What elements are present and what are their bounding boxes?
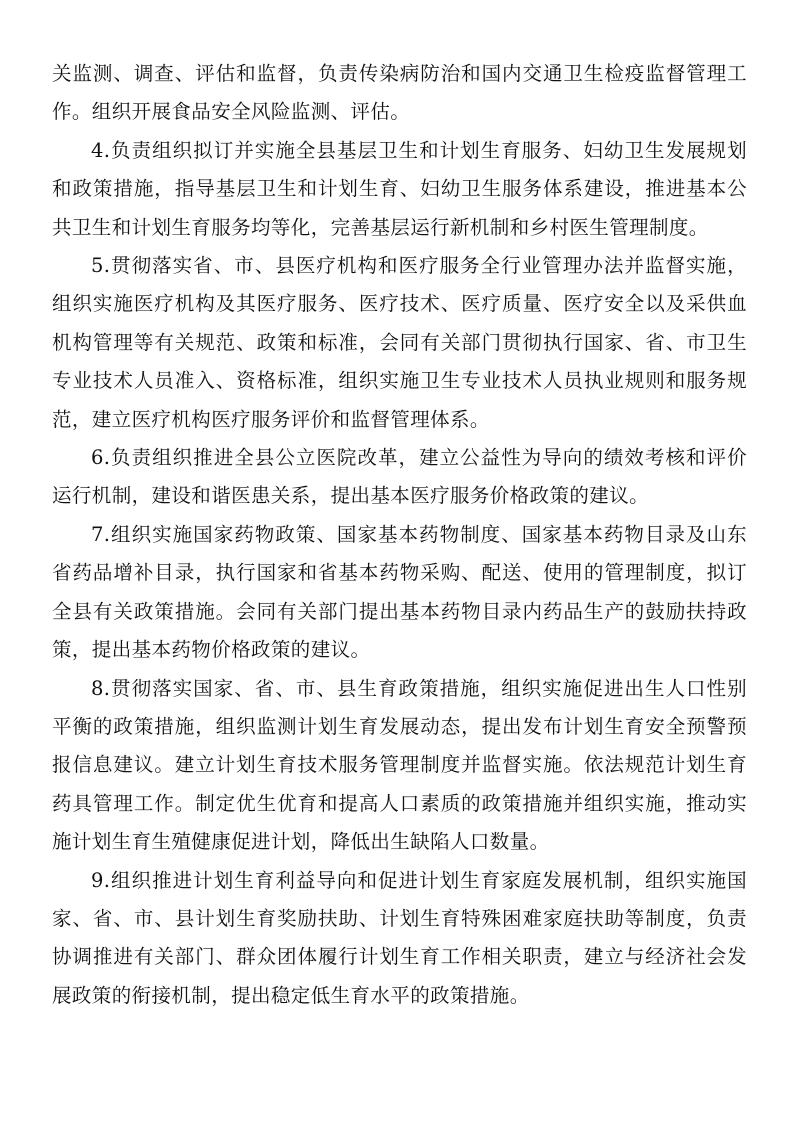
paragraph-item-9: 9.组织推进计划生育利益导向和促进计划生育家庭发展机制，组织实施国家、省、市、县计划生育奖励扶助、计划生育特殊困难家庭扶助等制度，负责协调推进有关部门、群众团体履行计划生育工作相关职责，建立与经济社会发展政策的衔接机制，提出稳定低生育水平的政策措施。 [52, 868, 747, 1007]
paragraph-item-5: 5.贯彻落实省、市、县医疗机构和医疗服务全行业管理办法并监督实施，组织实施医疗机构及其医疗服务、医疗技术、医疗质量、医疗安全以及采供血机构管理等有关规范、政策和标准，会同有关部门贯彻执行国家、省、市卫生专业技术人员准入、资格标准，组织实施卫生专业技术人员执业规则和服务规范，建立医疗机构医疗服务评价和监督管理体系。 [52, 254, 747, 431]
paragraph-item-4: 4.负责组织拟订并实施全县基层卫生和计划生育服务、妇幼卫生发展规划和政策措施，指导基层卫生和计划生育、妇幼卫生服务体系建设，推进基本公共卫生和计划生育服务均等化，完善基层运行新机制和乡村医生管理制度。 [52, 138, 747, 239]
document-page [52, 55, 747, 1015]
paragraph-item-7: 7.组织实施国家药物政策、国家基本药物制度、国家基本药物目录及山东省药品增补目录，执行国家和省基本药物采购、配送、使用的管理制度，拟订全县有关政策措施。会同有关部门提出基本药物目录内药品生产的鼓励扶持政策，提出基本药物价格政策的建议。 [52, 522, 747, 662]
paragraph-item-6: 6.负责组织推进全县公立医院改革，建立公益性为导向的绩效考核和评价运行机制，建设和谐医患关系，提出基本医疗服务价格政策的建议。 [52, 446, 747, 508]
paragraph-continuation: 关监测、调查、评估和监督，负责传染病防治和国内交通卫生检疫监督管理工作。组织开展食品安全风险监测、评估。 [52, 62, 747, 124]
paragraph-item-8: 8.贯彻落实国家、省、市、县生育政策措施，组织实施促进出生人口性别平衡的政策措施，组织监测计划生育发展动态，提出发布计划生育安全预警预报信息建议。建立计划生育技术服务管理制度并监督实施。依法规范计划生育药具管理工作。制定优生优育和提高人口素质的政策措施并组织实施，推动实施计划生育生殖健康促进计划，降低出生缺陷人口数量。 [52, 676, 747, 854]
